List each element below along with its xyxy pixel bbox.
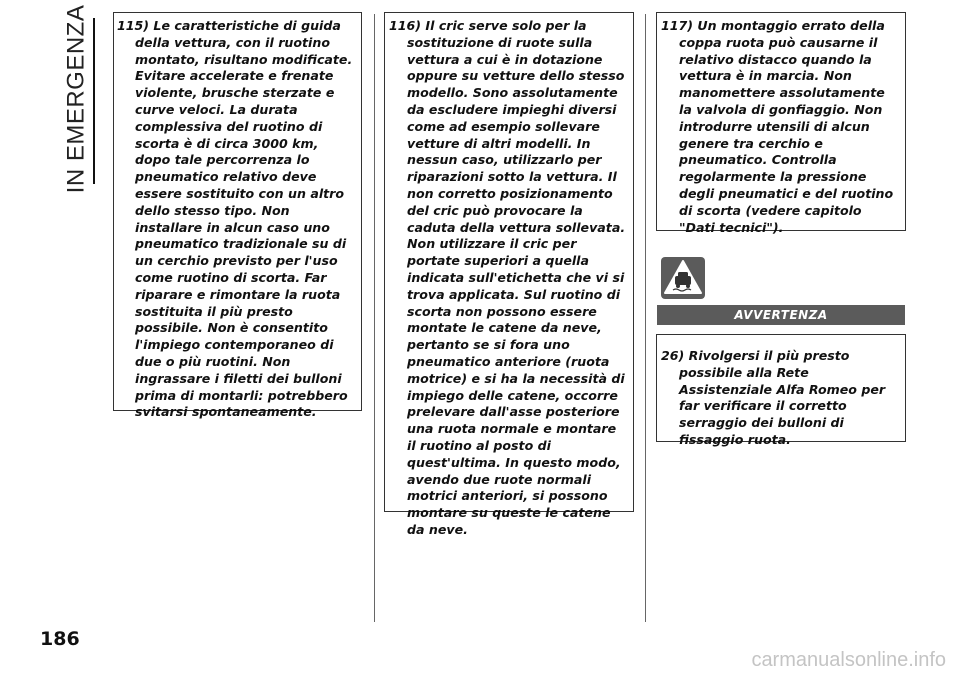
note-box-117 — [656, 12, 906, 235]
note-115-text: 115) Le caratteristiche di guida della vettura, con il ruotino montato, risultano modificate. Evitare accelerate e frenate violente, brusche sterzate e curve veloci. La durata complessiva del ruotino di scorta è di circa 3000 km, dopo tale percorrenza lo pneumatico relativo deve essere sostituito con un altro dello stesso tipo. Non installare in alcun caso uno pneumatico tradizionale su di un cerchio previsto per l'uso come ruotino di scorta. Far riparare e rimontare la ruota sostituita il più presto possibile. Non è consentito l'impiego contemporaneo di due o più ruotini. Non ingrassare i filetti dei bulloni prima di montarli: potrebbero svitarsi spontaneamente. — [117, 18, 353, 420]
section-title — [56, 4, 96, 194]
note-117-text: 117) Un montaggio errato della coppa ruota può causarne il relativo distacco quando la vettura è in marcia. Non manomettere assolutamente la valvola di gonfiaggio. Non introdurre utensili di alcun genere tra cerchio e pneumatico. Controlla regolarmente la pressione degli pneumatici e del ruotino di scorta (vedere capitolo "Dati tecnici"). — [661, 18, 894, 235]
slippery-car-warning-icon — [660, 256, 706, 300]
warning-text: 26) Rivolgersi il più presto possibile alla Rete Assistenziale Alfa Romeo per far verificare il corretto serraggio dei bulloni di fissaggio ruota. — [661, 348, 886, 447]
warning-title-bar: AVVERTENZA — [657, 305, 905, 325]
page-number: 186 — [40, 628, 80, 650]
column-divider-2 — [645, 14, 646, 622]
section-divider — [93, 18, 95, 184]
note-box-116 — [384, 12, 634, 537]
watermark: carmanualsonline.info — [751, 649, 946, 671]
section-title-text: IN EMERGENZA — [62, 4, 89, 194]
warning-box — [656, 334, 906, 447]
column-divider-1 — [374, 14, 375, 622]
note-box-115 — [113, 12, 362, 420]
note-116-text: 116) Il cric serve solo per la sostituzione di ruote sulla vettura a cui è in dotazione oppure su vetture dello stesso modello. Sono assolutamente da escludere impieghi diversi come ad esempio sollevare vetture di altri modelli. In nessun caso, utilizzarlo per riparazioni sotto la vettura. Il non corretto posizionamento del cric può provocare la caduta della vettura sollevata. Non utilizzare il cric per portate superiori a quella indicata sull'etichetta che vi si trova applicata. Sul ruotino di scorta non possono essere montate le catene da neve, pertanto se si fora uno pneumatico anteriore (ruota motrice) e si ha la necessità di impiego delle catene, occorre prelevare dall'asse posteriore una ruota normale e montare il ruotino al posto di quest'ultima. In questo modo, avendo due ruote normali motrici anteriori, si possono montare su queste le catene da neve. — [389, 18, 626, 537]
